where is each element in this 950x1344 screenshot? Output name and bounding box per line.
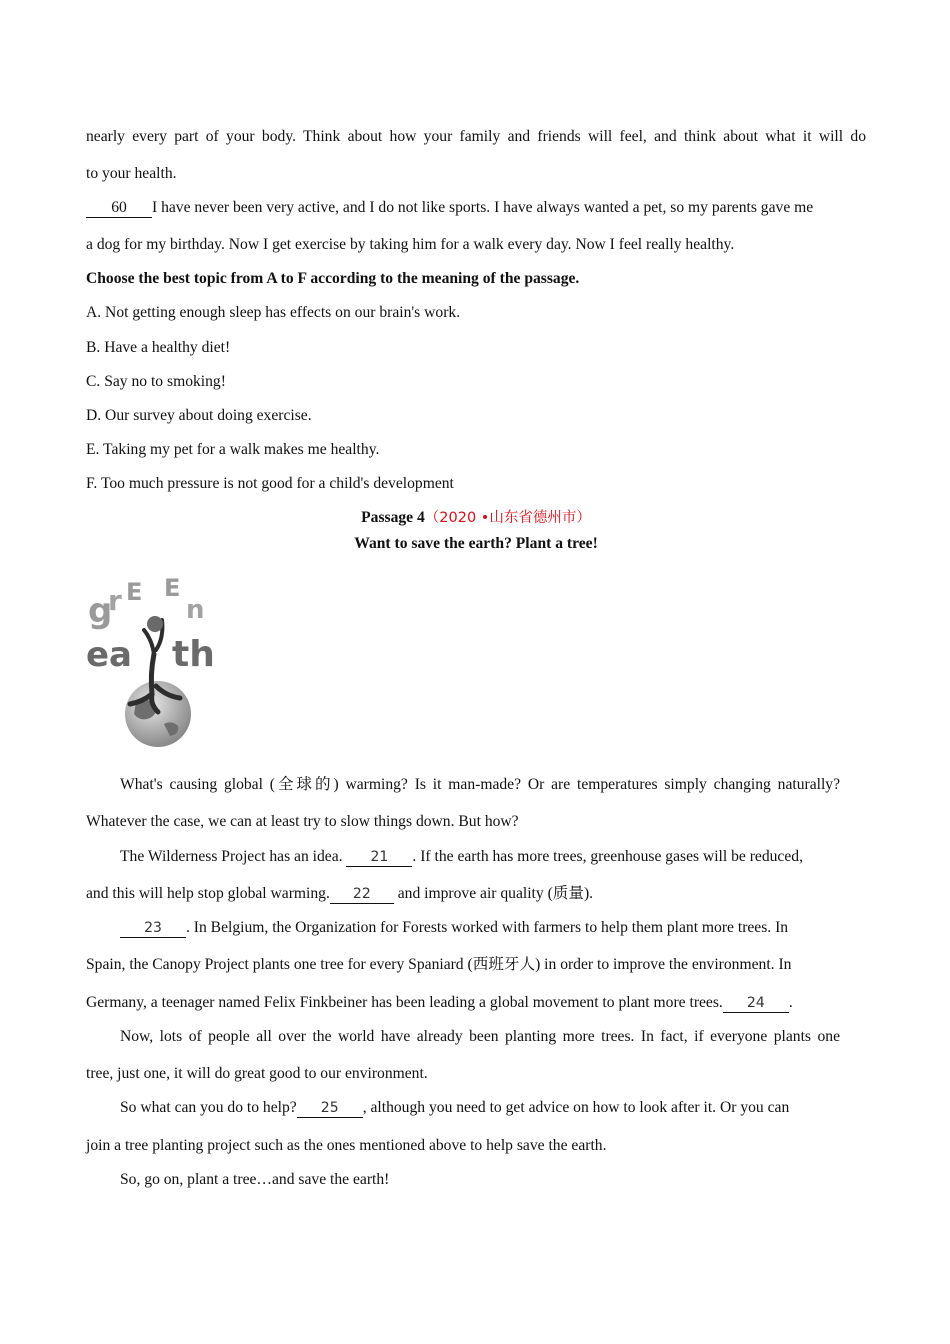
svg-text:th: th bbox=[172, 634, 215, 675]
p3-text-b: Germany, a teenager named Felix Finkbeiner has been leading a global movement to plant more trees. bbox=[86, 994, 723, 1011]
option-a: A. Not getting enough sleep has effects on our brain's work. bbox=[86, 304, 461, 321]
option-b: B. Have a healthy diet! bbox=[86, 339, 231, 356]
p6-line: So, go on, plant a tree…and save the earth! bbox=[120, 1171, 390, 1188]
p5-text-a: So what can you do to help? bbox=[120, 1099, 297, 1116]
p2-line2 bbox=[86, 884, 593, 904]
svg-text:n: n bbox=[186, 595, 205, 625]
p4-line1: Now, lots of people all over the world have already been planting more trees. In fact, if everyone plants one bbox=[120, 1028, 840, 1045]
answer-blank-60: 60 bbox=[86, 199, 152, 218]
passage3-text-line: nearly every part of your body. Think about how your family and friends will feel, and think about what it will do bbox=[86, 128, 866, 145]
p2-text-a: The Wilderness Project has an idea. bbox=[120, 848, 347, 865]
p1-line1: What's causing global (全球的) warming? Is it man-made? Or are temperatures simply changing naturally? bbox=[120, 776, 840, 793]
svg-text:g: g bbox=[88, 591, 113, 631]
svg-text:ea: ea bbox=[86, 635, 133, 675]
answer-blank-23: 23 bbox=[120, 919, 186, 938]
p5-line2: join a tree planting project such as the ones mentioned above to help save the earth. bbox=[86, 1137, 607, 1154]
paragraph-60-line2: a dog for my birthday. Now I get exercise by taking him for a walk every day. Now I feel really healthy. bbox=[86, 236, 735, 253]
answer-blank-22: 22 bbox=[330, 885, 394, 904]
passage-title: Want to save the earth? Plant a tree! bbox=[354, 535, 598, 552]
option-f: F. Too much pressure is not good for a child's development bbox=[86, 475, 454, 492]
passage-label: Passage 4 bbox=[361, 509, 425, 526]
answer-blank-25: 25 bbox=[297, 1099, 363, 1118]
option-e: E. Taking my pet for a walk makes me healthy. bbox=[86, 441, 380, 458]
green-earth-tree-icon bbox=[86, 574, 232, 749]
svg-text:r: r bbox=[108, 584, 122, 617]
p3-line2: Spain, the Canopy Project plants one tree for every Spaniard (西班牙人) in order to improve the environment. In bbox=[86, 956, 792, 973]
p2-text-d: and improve air quality (质量). bbox=[393, 885, 594, 902]
answer-blank-24: 24 bbox=[723, 994, 789, 1013]
paragraph-60 bbox=[86, 198, 813, 218]
p1-line2: Whatever the case, we can at least try to slow things down. But how? bbox=[86, 813, 519, 830]
p3-line3 bbox=[86, 993, 793, 1013]
answer-blank-21: 21 bbox=[346, 848, 412, 867]
p3-line1 bbox=[120, 918, 788, 938]
p3-text-c: . bbox=[788, 994, 793, 1011]
svg-text:E: E bbox=[164, 574, 181, 602]
p4-line2: tree, just one, it will do great good to our environment. bbox=[86, 1065, 428, 1082]
p2-line1 bbox=[120, 847, 803, 867]
paragraph-60-text: I have never been very active, and I do not like sports. I have always wanted a pet, so my parents gave me bbox=[152, 199, 814, 216]
green-earth-logo bbox=[86, 574, 232, 749]
option-d: D. Our survey about doing exercise. bbox=[86, 407, 312, 424]
svg-text:E: E bbox=[126, 578, 143, 606]
p5-line1 bbox=[120, 1098, 789, 1118]
p2-text-b: . If the earth has more trees, greenhouse gases will be reduced, bbox=[412, 848, 803, 865]
p2-text-c: and this will help stop global warming. bbox=[86, 885, 330, 902]
p3-text-a: . In Belgium, the Organization for Forests worked with farmers to help them plant more trees. In bbox=[186, 919, 789, 936]
passage-heading bbox=[86, 508, 866, 528]
option-c: C. Say no to smoking! bbox=[86, 373, 226, 390]
p5-text-b: , although you need to get advice on how to look after it. Or you can bbox=[362, 1099, 790, 1116]
passage3-text-line: to your health. bbox=[86, 165, 177, 182]
passage-source: （2020 •山东省德州市） bbox=[424, 510, 591, 526]
instructions: Choose the best topic from A to F according to the meaning of the passage. bbox=[86, 270, 580, 287]
